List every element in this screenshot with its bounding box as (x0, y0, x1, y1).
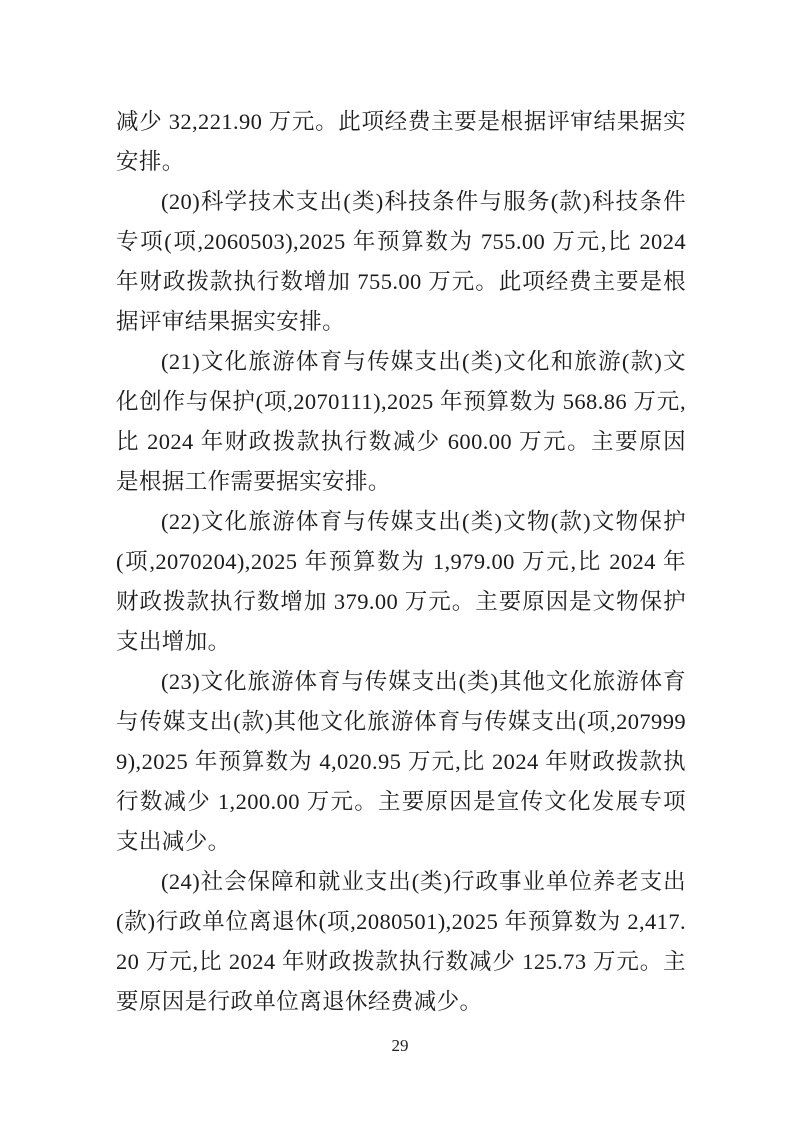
document-body (116, 102, 686, 1022)
page-number: 29 (391, 1036, 409, 1055)
paragraph-item-23: (23)文化旅游体育与传媒支出(类)其他文化旅游体育与传媒支出(款)其他文化旅游体育与传媒支出(项,2079999),2025 年预算数为 4,020.95 万元,比 2024 年财政拨款执行数减少 1,200.00 万元。主要原因是宣传文化发展专项支出减少。 (116, 669, 686, 854)
paragraph-item-22: (22)文化旅游体育与传媒支出(类)文物(款)文物保护(项,2070204),2025 年预算数为 1,979.00 万元,比 2024 年财政拨款执行数增加 379.00 万元。主要原因是文物保护支出增加。 (116, 509, 686, 654)
paragraph-continuation: 减少 32,221.90 万元。此项经费主要是根据评审结果据实安排。 (116, 109, 686, 174)
paragraph-item-20: (20)科学技术支出(类)科技条件与服务(款)科技条件专项(项,2060503),2025 年预算数为 755.00 万元,比 2024 年财政拨款执行数增加 755.00 万元。此项经费主要是根据评审结果据实安排。 (116, 189, 686, 334)
paragraph-item-24: (24)社会保障和就业支出(类)行政事业单位养老支出(款)行政单位离退休(项,2080501),2025 年预算数为 2,417.20 万元,比 2024 年财政拨款执行数减少 125.73 万元。主要原因是行政单位离退休经费减少。 (116, 869, 686, 1014)
paragraph-item-21: (21)文化旅游体育与传媒支出(类)文化和旅游(款)文化创作与保护(项,2070111),2025 年预算数为 568.86 万元,比 2024 年财政拨款执行数减少 600.00 万元。主要原因是根据工作需要据实安排。 (116, 349, 686, 494)
